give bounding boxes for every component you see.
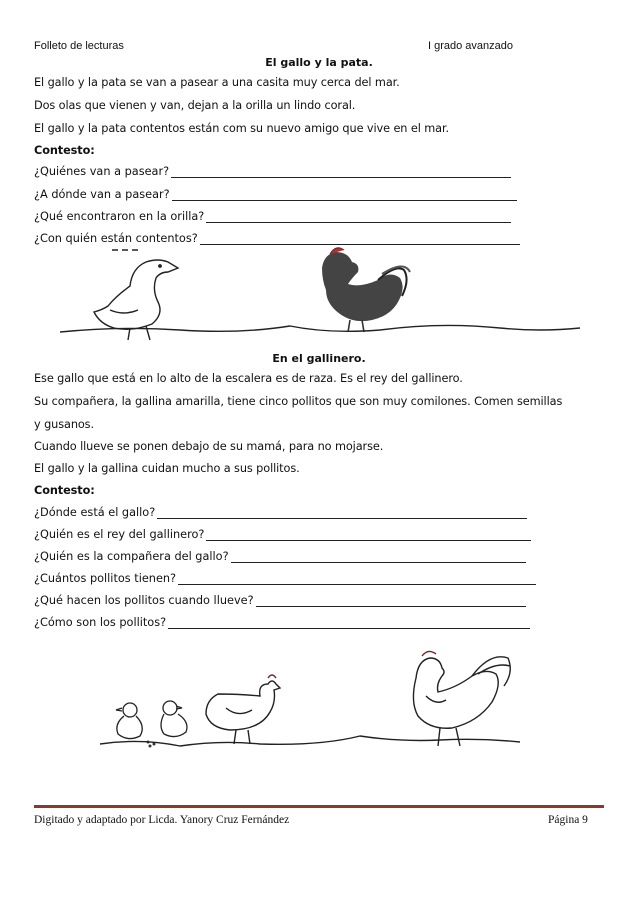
question-text: ¿Dónde está el gallo? <box>34 506 156 519</box>
section1-contesto: Contesto: <box>34 144 95 157</box>
answer-line[interactable] <box>256 596 526 607</box>
section2-paragraph-line: Cuando llueve se ponen debajo de su mamá, para no mojarse. <box>34 440 384 453</box>
header-right: I grado avanzado <box>428 40 514 52</box>
chick-icon <box>116 703 142 739</box>
question-text: ¿Con quién están contentos? <box>34 232 198 245</box>
hen-icon <box>206 675 280 744</box>
question-row <box>34 165 511 178</box>
section2-paragraph-line: Su compañera, la gallina amarilla, tiene cinco pollitos que son muy comilones. Comen semillas <box>34 395 563 408</box>
question-row <box>34 188 517 201</box>
section2-paragraph-line: y gusanos. <box>34 418 94 431</box>
question-text: ¿Qué hacen los pollitos cuando llueve? <box>34 594 254 607</box>
answer-line[interactable] <box>206 530 531 541</box>
question-text: ¿Qué encontraron en la orilla? <box>34 210 205 223</box>
question-row <box>34 210 511 223</box>
question-row <box>34 572 536 585</box>
answer-line[interactable] <box>206 212 511 223</box>
question-text: ¿Quién es el rey del gallinero? <box>34 528 205 541</box>
section2-title: En el gallinero. <box>272 352 366 365</box>
chick-icon <box>161 701 187 737</box>
ground-line <box>60 325 580 332</box>
footer-divider <box>34 805 604 808</box>
question-text: ¿Cómo son los pollitos? <box>34 616 167 629</box>
question-row <box>34 594 526 607</box>
answer-line[interactable] <box>172 190 517 201</box>
section2-paragraph-line: El gallo y la gallina cuidan mucho a sus pollitos. <box>34 462 300 475</box>
section1-title: El gallo y la pata. <box>265 56 373 69</box>
ground-line <box>100 736 520 746</box>
question-row <box>34 528 531 541</box>
section2-contesto: Contesto: <box>34 484 95 497</box>
section2-paragraph-line: Ese gallo que está en lo alto de la escalera es de raza. Es el rey del gallinero. <box>34 372 463 385</box>
question-text: ¿Quiénes van a pasear? <box>34 165 170 178</box>
farm-birds-illustration <box>100 648 520 758</box>
answer-line[interactable] <box>178 574 536 585</box>
question-row <box>34 616 530 629</box>
question-text: ¿Quién es la compañera del gallo? <box>34 550 229 563</box>
answer-line[interactable] <box>171 167 511 178</box>
answer-line[interactable] <box>168 618 530 629</box>
section1-paragraph-line: El gallo y la pata se van a pasear a una casita muy cerca del mar. <box>34 76 400 89</box>
header-left: Folleto de lecturas <box>34 40 124 52</box>
question-row <box>34 550 526 563</box>
section1-paragraph-line: Dos olas que vienen y van, dejan a la orilla un lindo coral. <box>34 99 356 112</box>
answer-line[interactable] <box>231 552 526 563</box>
question-row <box>34 506 527 519</box>
question-text: ¿A dónde van a pasear? <box>34 188 170 201</box>
question-text: ¿Cuántos pollitos tienen? <box>34 572 177 585</box>
section1-paragraph-line: El gallo y la pata contentos están com su nuevo amigo que vive en el mar. <box>34 122 449 135</box>
duck-rooster-illustration <box>60 244 580 344</box>
rooster-icon <box>322 248 410 332</box>
footer-left: Digitado y adaptado por Licda. Yanory Cruz Fernández <box>34 814 290 826</box>
page-number: Página 9 <box>548 814 588 826</box>
duck-icon <box>94 250 178 340</box>
answer-line[interactable] <box>157 508 527 519</box>
rooster-icon <box>413 651 510 746</box>
